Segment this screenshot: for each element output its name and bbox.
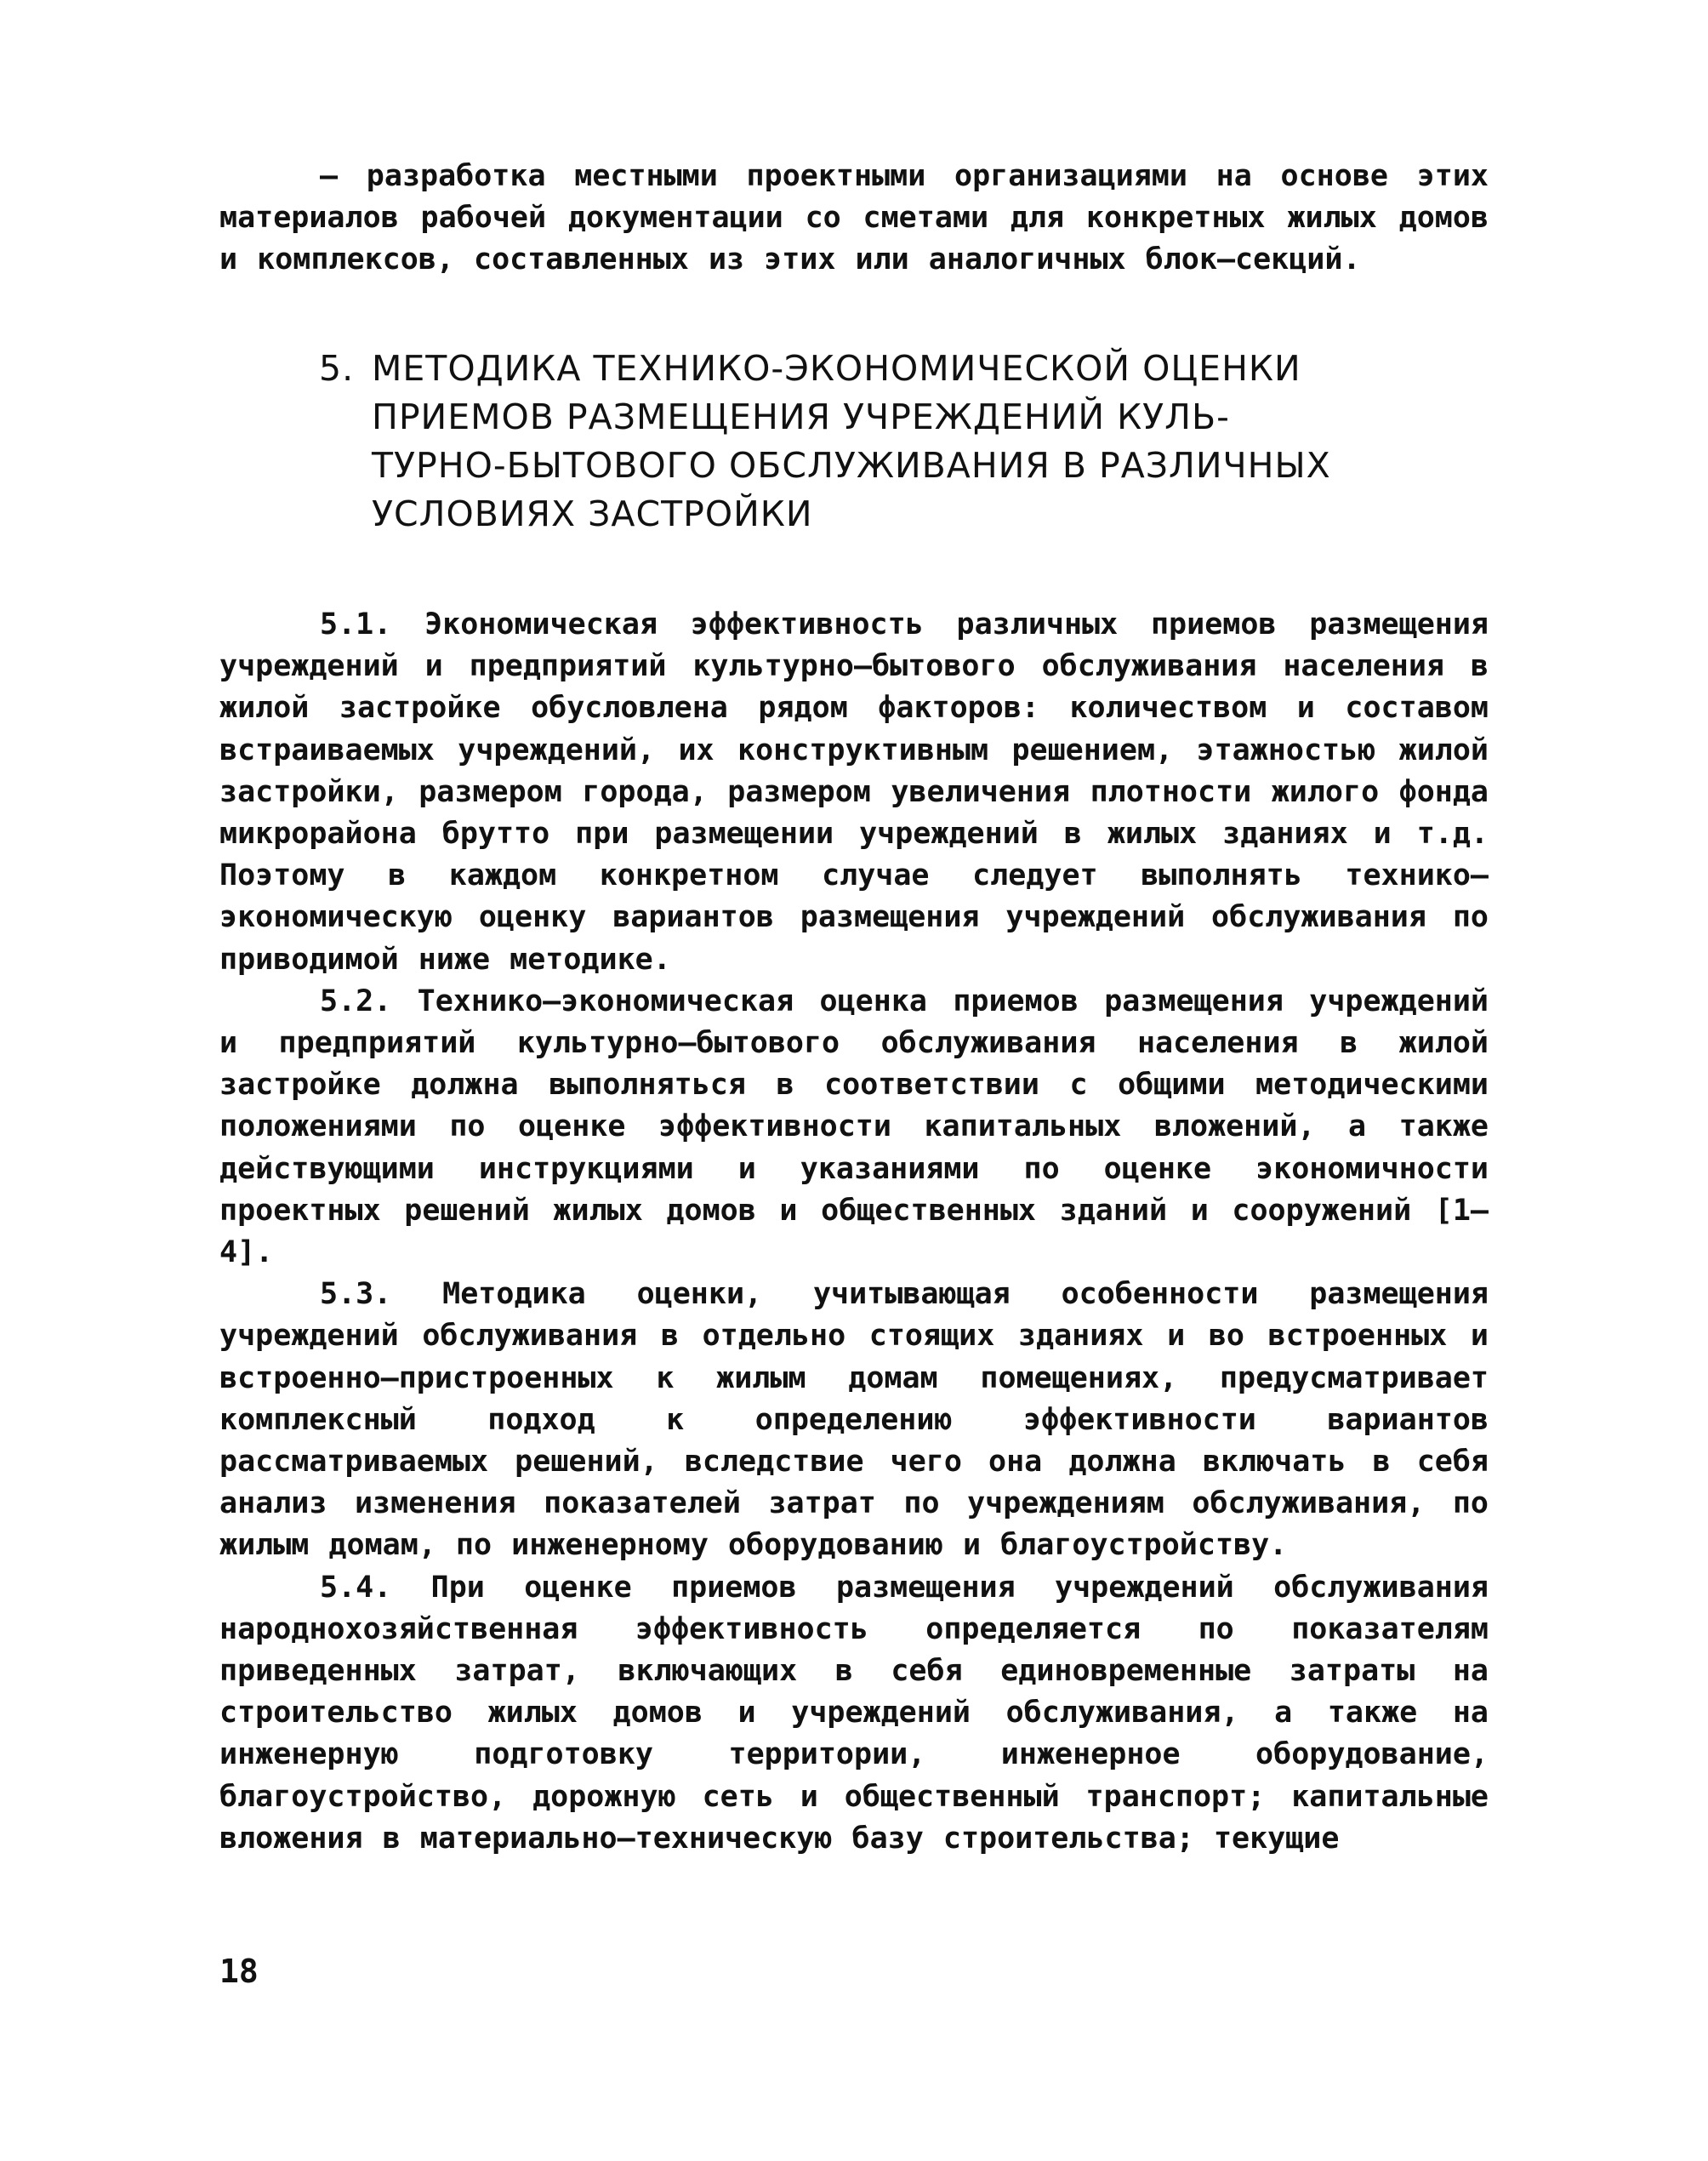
paragraph-5-1: 5.1. Экономическая эффективность различных приемов размещения учреждений и предприятий культурно–бытового обслуживания населения в жилой застройке обусловлена рядом факторов: количеством и составом встраиваемых учреждений, их конструктивным решением, этажностью жилой застройки, размером города, размером увеличения плотности жилого фонда микрорайона брутто при размещении учреждений в жилых зданиях и т.д. Поэтому в каждом конкретном случае следует выполнять технико–экономическую оценку вариантов размещения учреждений обслуживания по приводимой ниже методике. xyxy=(219,607,1489,977)
heading-number: 5. xyxy=(319,348,355,389)
paragraph-5-3: 5.3. Методика оценки, учитывающая особенности размещения учреждений обслуживания в отдельно стоящих зданиях и во встроенных и встроенно–пристроенных к жилым домам помещениях, предусматривает комплексный подход к определению эффективности вариантов рассматриваемых решений, вследствие чего она должна включать в себя анализ изменения показателей затрат по учреждениям обслуживания, по жилым домам, по инженерному оборудованию и благоустройству. xyxy=(219,1277,1489,1563)
intro-block xyxy=(219,156,1489,282)
intro-paragraph: – разработка местными проектными организациями на основе этих материалов рабочей документации со сметами для конкретных жилых домов и комплексов, составленных из этих или аналогичных блок–секций. xyxy=(219,159,1489,277)
heading-line-4: УСЛОВИЯХ ЗАСТРОЙКИ xyxy=(372,493,813,534)
section-heading xyxy=(319,345,1459,539)
paragraph-5-4: 5.4. При оценке приемов размещения учреждений обслуживания народнохозяйственная эффективность определяется по показателям приведенных затрат, включающих в себя единовременные затраты на строительство жилых домов и учреждений обслуживания, а также на инженерную подготовку территории, инженерное оборудование, благоустройство, дорожную сеть и общественный транспорт; капитальные вложения в материально–техническую базу строительства; текущие xyxy=(219,1570,1489,1856)
page-number: 18 xyxy=(219,1953,259,1990)
paragraph-5-2: 5.2. Технико–экономическая оценка приемов размещения учреждений и предприятий культурно–бытового обслуживания населения в жилой застройке должна выполняться в соответствии с общими методическими положениями по оценке эффективности капитальных вложений, а также действующими инструкциями и указаниями по оценке экономичности проектных решений жилых домов и общественных зданий и сооружений [1–4]. xyxy=(219,984,1489,1270)
heading-line-1 xyxy=(319,345,1459,393)
body-text xyxy=(219,604,1489,1860)
heading-line-1-text: МЕТОДИКА ТЕХНИКО-ЭКОНОМИЧЕСКОЙ ОЦЕНКИ xyxy=(372,348,1301,389)
heading-line-3: ТУРНО-БЫТОВОГО ОБСЛУЖИВАНИЯ В РАЗЛИЧНЫХ xyxy=(372,445,1331,486)
heading-line-2: ПРИЕМОВ РАЗМЕЩЕНИЯ УЧРЕЖДЕНИЙ КУЛЬ- xyxy=(372,396,1230,437)
